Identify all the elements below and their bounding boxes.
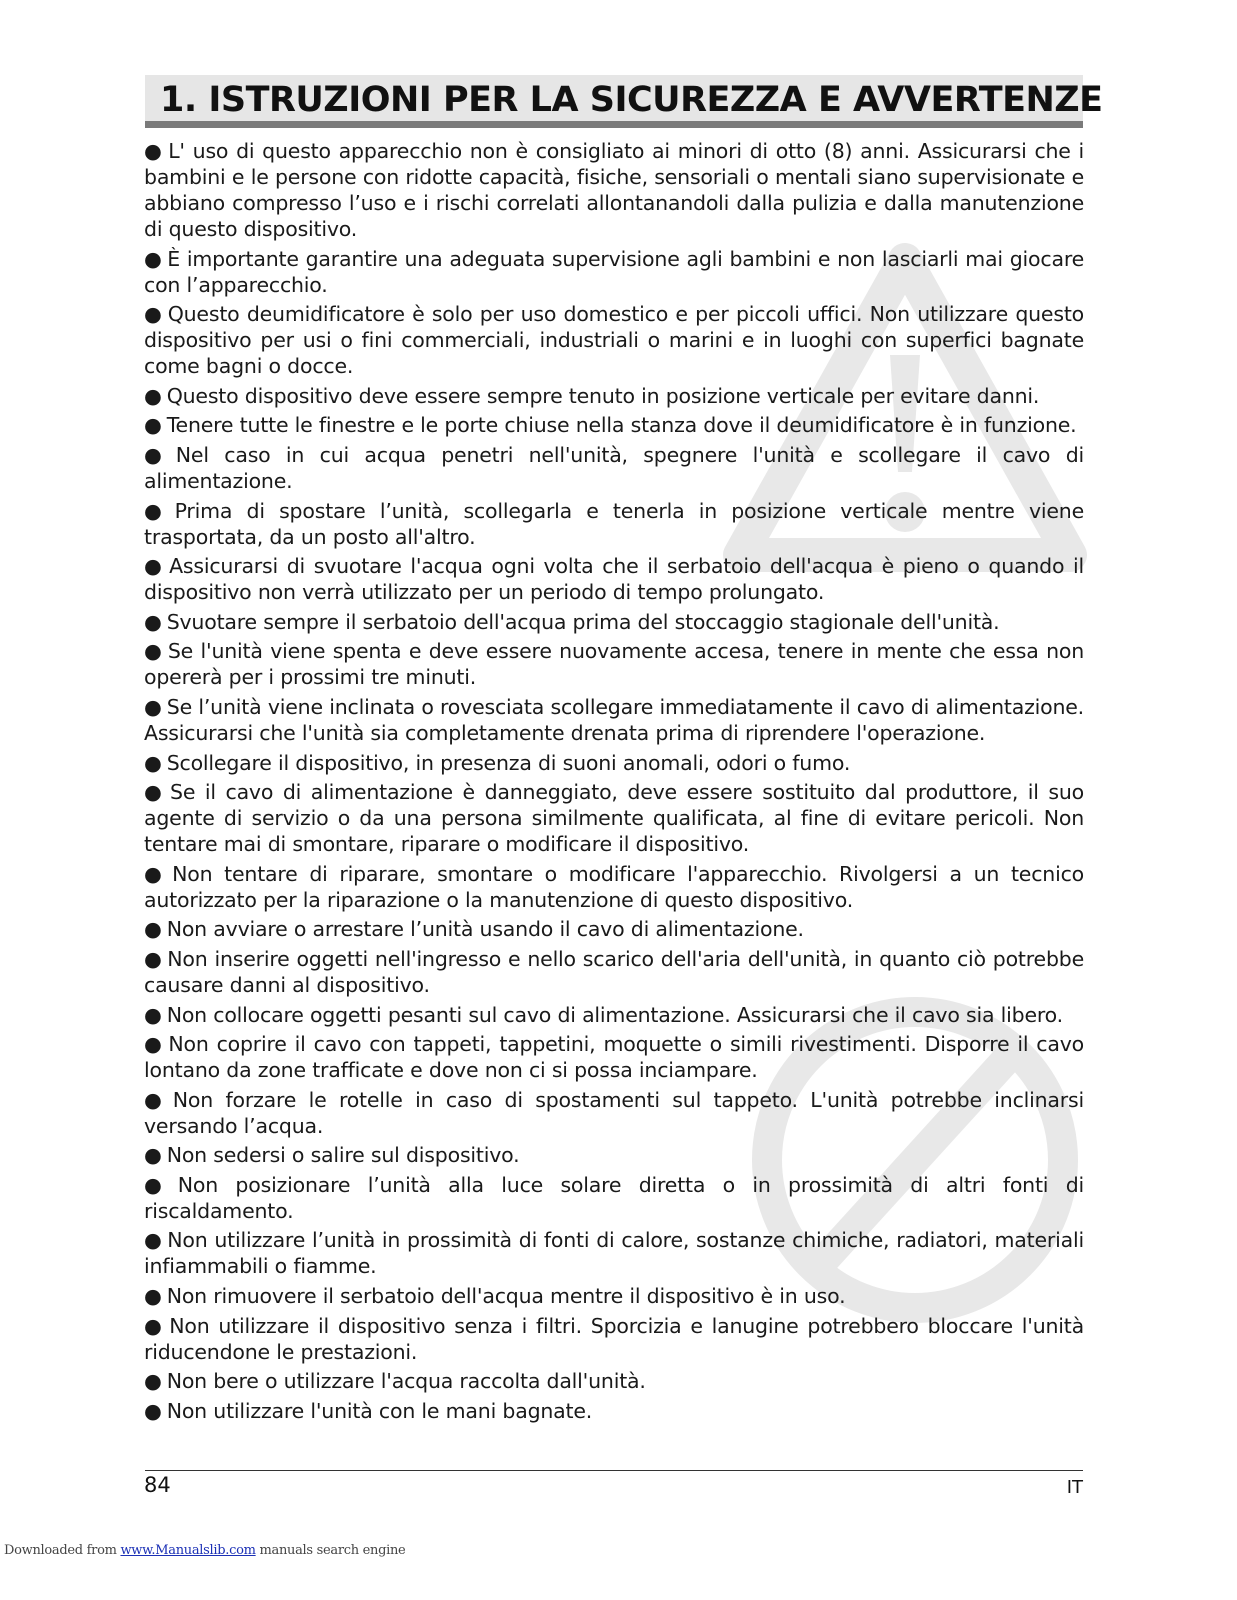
- instruction-item: [144, 1313, 1084, 1365]
- instruction-item: [144, 916, 1084, 942]
- instruction-item: [144, 1002, 1084, 1028]
- bullet-icon: ●: [144, 1172, 173, 1197]
- instruction-item: [144, 861, 1084, 913]
- bullet-icon: ●: [144, 498, 170, 523]
- bullet-icon: ●: [144, 917, 162, 942]
- instruction-item: [144, 553, 1084, 605]
- instruction-item: [144, 1172, 1084, 1224]
- instruction-text: Non inserire oggetti nell'ingresso e nello scarico dell'aria dell'unità, in quanto ciò potrebbe causare danni al dispositivo.: [144, 946, 1084, 997]
- instruction-text: Questo deumidificatore è solo per uso domestico e per piccoli uffici. Non utilizzare questo dispositivo per usi o fini commerciali, industriali o marini e in luoghi con superfici bagnate come bagni o docce.: [144, 302, 1084, 379]
- instruction-item: [144, 1227, 1084, 1279]
- instruction-item: [144, 638, 1084, 690]
- download-prefix: Downloaded from: [4, 1543, 121, 1558]
- footer-divider: [145, 1470, 1083, 1471]
- instruction-text: Non bere o utilizzare l'acqua raccolta dall'unità.: [166, 1369, 646, 1394]
- instruction-item: [144, 609, 1084, 635]
- instruction-item: [144, 138, 1084, 242]
- instruction-item: [144, 498, 1084, 550]
- instruction-text: Se l’unità viene inclinata o rovesciata scollegare immediatamente il cavo di alimentazione. Assicurarsi che l'unità sia completamente drenata prima di riprendere l'operazione.: [144, 694, 1085, 745]
- instruction-text: Svuotare sempre il serbatoio dell'acqua prima del stoccaggio stagionale dell'unità.: [166, 609, 1000, 634]
- instruction-item: [144, 442, 1084, 494]
- instruction-text: È importante garantire una adeguata supervisione agli bambini e non lasciarli mai giocare con l’apparecchio.: [144, 246, 1085, 297]
- instruction-item: [144, 1142, 1084, 1168]
- bullet-icon: ●: [144, 1228, 163, 1253]
- instruction-text: Non utilizzare il dispositivo senza i filtri. Sporcizia e lanugine potrebbero bloccare l'unità riducendone le prestazioni.: [144, 1313, 1084, 1364]
- bullet-icon: ●: [144, 1369, 162, 1394]
- instruction-item: [144, 246, 1084, 298]
- instruction-text: Non sedersi o salire sul dispositivo.: [166, 1143, 520, 1168]
- instruction-text: Tenere tutte le finestre e le porte chiuse nella stanza dove il deumidificatore è in funzione.: [166, 413, 1077, 438]
- instruction-text: Nel caso in cui acqua penetri nell'unità, spegnere l'unità e scollegare il cavo di alimentazione.: [144, 442, 1085, 493]
- heading-underline: [145, 121, 1083, 128]
- bullet-icon: ●: [144, 1087, 168, 1112]
- instruction-item: [144, 1031, 1084, 1083]
- instruction-item: [144, 946, 1084, 998]
- instruction-text: Non utilizzare l’unità in prossimità di fonti di calore, sostanze chimiche, radiatori, materiali infiammabili o fiamme.: [144, 1228, 1084, 1279]
- instruction-text: Non rimuovere il serbatoio dell'acqua mentre il dispositivo è in uso.: [166, 1284, 846, 1309]
- safety-instructions-list: [144, 138, 1084, 1424]
- download-notice: [4, 1543, 405, 1558]
- bullet-icon: ●: [144, 1284, 162, 1309]
- instruction-item: [144, 1283, 1084, 1309]
- bullet-icon: ●: [144, 246, 163, 271]
- bullet-icon: ●: [144, 861, 168, 886]
- language-code: IT: [1066, 1477, 1083, 1498]
- page-number: 84: [144, 1473, 171, 1497]
- instruction-item: [144, 412, 1084, 438]
- bullet-icon: ●: [144, 780, 166, 805]
- bullet-icon: ●: [144, 383, 162, 408]
- instruction-item: [144, 383, 1084, 409]
- instruction-item: [144, 1398, 1084, 1424]
- bullet-icon: ●: [144, 609, 162, 634]
- instruction-text: L' uso di questo apparecchio non è consigliato ai minori di otto (8) anni. Assicurarsi che i bambini e le persone con ridotte capacità, fisiche, sensoriali o mentali siano supervisionate e abbiano compresso l’uso e i rischi correlati allontanandoli dalla pulizia e dalla manutenzione di questo dispositivo.: [144, 139, 1085, 241]
- instruction-text: Scollegare il dispositivo, in presenza di suoni anomali, odori o fumo.: [166, 750, 851, 775]
- bullet-icon: ●: [144, 1032, 164, 1057]
- instruction-text: Non coprire il cavo con tappeti, tappetini, moquette o simili rivestimenti. Disporre il cavo lontano da zone trafficate e dove non ci si possa inciampare.: [144, 1032, 1085, 1083]
- bullet-icon: ●: [144, 1002, 162, 1027]
- bullet-icon: ●: [144, 1313, 165, 1338]
- bullet-icon: ●: [144, 139, 164, 163]
- instruction-item: [144, 1087, 1084, 1139]
- instruction-text: Non tentare di riparare, smontare o modificare l'apparecchio. Rivolgersi a un tecnico autorizzato per la riparazione o la manutenzione di questo dispositivo.: [144, 861, 1084, 912]
- instruction-text: Non avviare o arrestare l’unità usando il cavo di alimentazione.: [166, 917, 804, 942]
- bullet-icon: ●: [144, 946, 163, 971]
- instruction-text: Prima di spostare l’unità, scollegarla e tenerla in posizione verticale mentre viene trasportata, da un posto all'altro.: [144, 498, 1084, 549]
- instruction-text: Non posizionare l’unità alla luce solare diretta o in prossimità di altri fonti di riscaldamento.: [144, 1172, 1085, 1223]
- bullet-icon: ●: [144, 442, 171, 467]
- instruction-text: Questo dispositivo deve essere sempre tenuto in posizione verticale per evitare danni.: [166, 383, 1040, 408]
- instruction-text: Se l'unità viene spenta e deve essere nuovamente accesa, tenere in mente che essa non opererà per i prossimi tre minuti.: [144, 639, 1085, 690]
- bullet-icon: ●: [144, 413, 162, 438]
- instruction-item: [144, 1368, 1084, 1394]
- instruction-text: Non collocare oggetti pesanti sul cavo di alimentazione. Assicurarsi che il cavo sia libero.: [166, 1002, 1063, 1027]
- instruction-text: Non utilizzare l'unità con le mani bagnate.: [166, 1398, 593, 1423]
- bullet-icon: ●: [144, 1398, 162, 1423]
- section-title: 1. ISTRUZIONI PER LA SICUREZZA E AVVERTENZE: [160, 80, 1103, 120]
- bullet-icon: ●: [144, 1143, 162, 1168]
- manualslib-link[interactable]: www.Manualslib.com: [120, 1543, 256, 1558]
- bullet-icon: ●: [144, 302, 163, 327]
- instruction-text: Assicurarsi di svuotare l'acqua ogni volta che il serbatoio dell'acqua è pieno o quando il dispositivo non verrà utilizzato per un periodo di tempo prolungato.: [144, 554, 1084, 605]
- instruction-item: [144, 301, 1084, 379]
- bullet-icon: ●: [144, 554, 165, 579]
- instruction-text: Se il cavo di alimentazione è danneggiato, deve essere sostituito dal produttore, il suo agente di servizio o da una persona similmente qualificata, al fine di evitare pericoli. Non tentare mai di smontare, riparare o modificare il dispositivo.: [144, 780, 1085, 857]
- bullet-icon: ●: [144, 750, 162, 775]
- bullet-icon: ●: [144, 694, 162, 719]
- instruction-item: [144, 750, 1084, 776]
- bullet-icon: ●: [144, 639, 163, 664]
- instruction-item: [144, 779, 1084, 857]
- download-suffix: manuals search engine: [255, 1543, 406, 1558]
- instruction-item: [144, 694, 1084, 746]
- instruction-text: Non forzare le rotelle in caso di spostamenti sul tappeto. L'unità potrebbe inclinarsi versando l’acqua.: [144, 1087, 1085, 1138]
